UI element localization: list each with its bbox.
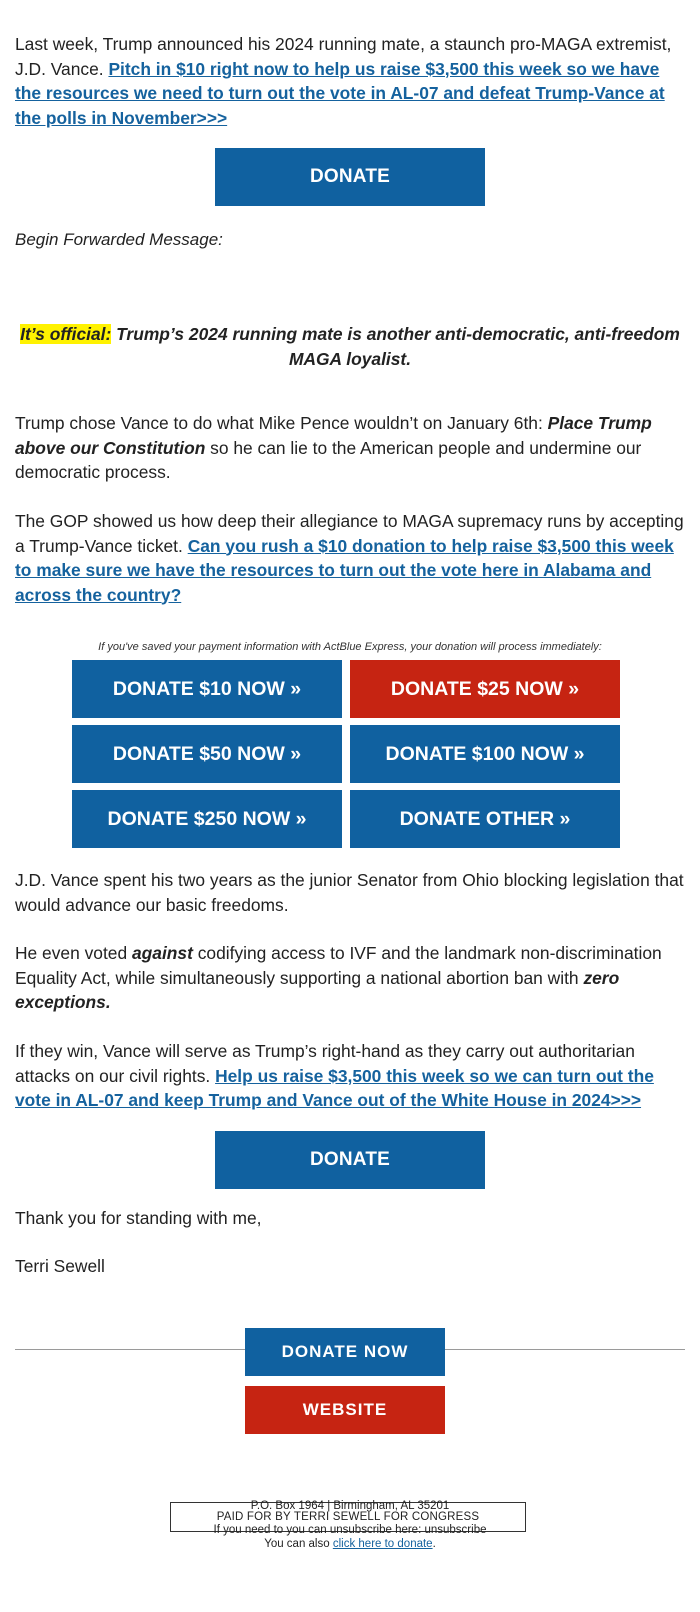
forwarded-label: Begin Forwarded Message: (15, 230, 223, 249)
donate-250-button[interactable]: DONATE $250 NOW » (72, 790, 342, 848)
mailing-address: P.O. Box 1964 | Birmingham, AL 35201 (250, 1500, 450, 1512)
official-headline: It’s official: Trump’s 2024 running mate is another anti-democratic, anti-freedom MAGA loyalist. (20, 324, 680, 369)
donate-10-button[interactable]: DONATE $10 NOW » (72, 660, 342, 718)
intro-donate-link[interactable]: Pitch in $10 right now to help us raise $3,500 this week so we have the resources we need to turn out the vote in AL-07 and defeat Trump-Vance at the polls in November>>> (15, 58, 665, 128)
paragraph-pence: Trump chose Vance to do what Mike Pence wouldn’t on January 6th: Place Trump above our Constitution so he can lie to the American people and undermine our democratic process. (15, 413, 652, 482)
donate-100-button[interactable]: DONATE $100 NOW » (350, 725, 620, 783)
donate-button-bottom[interactable]: DONATE (215, 1131, 485, 1189)
signature: Terri Sewell (15, 1256, 105, 1276)
paragraph-civil-rights: If they win, Vance will serve as Trump’s right-hand as they carry out authoritarian attacks on our civil rights. Help us raise $3,500 this week so we can turn out the vote in AL-07 and keep Trump and Vance out of the White House in 2024>>> (15, 1041, 654, 1110)
unsubscribe-line[interactable]: If you need to you can unsubscribe here: unsubscribe (213, 1524, 487, 1536)
donate-button-top[interactable]: DONATE (215, 148, 485, 206)
paragraph-ivf: He even voted against codifying access to IVF and the landmark non-discrimination Equality Act, while simultaneously supporting a national abortion ban with zero exceptions. (15, 943, 662, 1012)
footer-website-button[interactable]: WEBSITE (245, 1386, 445, 1434)
white-house-donate-link[interactable]: Help us raise $3,500 this week so we can turn out the vote in AL-07 and keep Trump and Vance out of the White House in 2024>>> (15, 1065, 654, 1110)
closing-line: Thank you for standing with me, (15, 1208, 262, 1228)
paid-for-disclaimer: PAID FOR BY TERRI SEWELL FOR CONGRESS (170, 1502, 526, 1532)
also-donate-line: You can also click here to donate. (264, 1538, 436, 1550)
actblue-express-note: If you've saved your payment information with ActBlue Express, your donation will process immediately: (98, 641, 602, 653)
donate-other-button[interactable]: DONATE OTHER » (350, 790, 620, 848)
rush-donation-link[interactable]: Can you rush a $10 donation to help raise $3,500 this week to make sure we have the resources to turn out the vote here in Alabama and across the country? (15, 535, 674, 605)
intro-paragraph: Last week, Trump announced his 2024 running mate, a staunch pro-MAGA extremist, J.D. Vance. Pitch in $10 right now to help us raise $3,500 this week so we have the resources we need to turn out the vote in AL-07 and defeat Trump-Vance at the polls in November>>> (15, 34, 672, 128)
footer-donate-now-button[interactable]: DONATE NOW (245, 1328, 445, 1376)
donate-50-button[interactable]: DONATE $50 NOW » (72, 725, 342, 783)
paragraph-senator: J.D. Vance spent his two years as the junior Senator from Ohio blocking legislation that would advance our basic freedoms. (15, 870, 684, 915)
click-here-donate-link[interactable]: click here to donate (332, 1538, 433, 1550)
donate-25-button[interactable]: DONATE $25 NOW » (350, 660, 620, 718)
highlight-text: It’s official: (20, 324, 112, 344)
paragraph-gop: The GOP showed us how deep their allegiance to MAGA supremacy runs by accepting a Trump-Vance ticket. Can you rush a $10 donation to help raise $3,500 this week to make sure we have the resources to turn out the vote here in Alabama and across the country? (15, 511, 684, 605)
